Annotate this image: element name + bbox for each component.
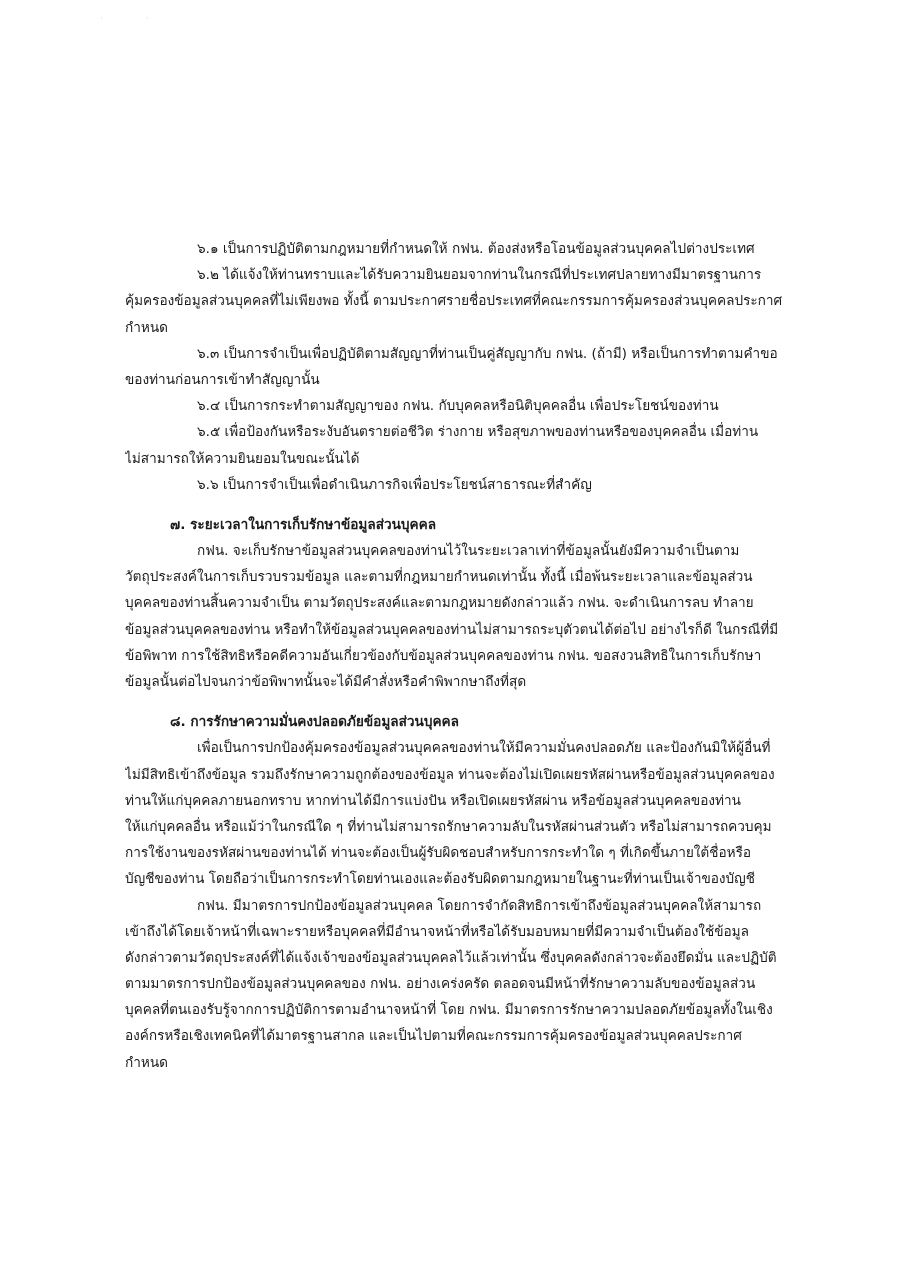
scan-artifact: · · bbox=[100, 14, 169, 24]
item-6-5-line-1: ๖.๕ เพื่อป้องกันหรือระงับอันตรายต่อชีวิต ร่างกาย หรือสุขภาพของท่านหรือของบุคคลอื่น เมื่อท่าน bbox=[197, 424, 759, 441]
item-6-4-line-1: ๖.๔ เป็นการกระทำตามสัญญาของ กฟน. กับบุคคลหรือนิติบุคคลอื่น เพื่อประโยชน์ของท่าน bbox=[197, 398, 719, 415]
item-6-1-line-1: ๖.๑ เป็นการปฏิบัติตามกฎหมายที่กำหนดให้ กฟน. ต้องส่งหรือโอนข้อมูลส่วนบุคคลไปต่างประเทศ bbox=[197, 241, 755, 257]
section-8-p1-line: เพื่อเป็นการปกป้องคุ้มครองข้อมูลส่วนบุคคลของท่านให้มีความมั่นคงปลอดภัย และป้องกันมิให้ผู้อื่นที่ bbox=[197, 740, 771, 757]
section-8-p1-line: การใช้งานของรหัสผ่านของท่านได้ ท่านจะต้องเป็นผู้รับผิดชอบสำหรับการกระทำใด ๆ ที่เกิดขึ้นภายใต้ชื่อหรือ bbox=[125, 845, 752, 862]
section-8-p2-line: เข้าถึงได้โดยเจ้าหน้าที่เฉพาะรายหรือบุคคลที่มีอำนาจหน้าที่หรือได้รับมอบหมายที่มีความจำเป็นต้องใช้ข้อมูล bbox=[125, 923, 749, 940]
item-6-5-line-2: ไม่สามารถให้ความยินยอมในขณะนั้นได้ bbox=[125, 450, 360, 467]
section-8-p2-line: ตามมาตรการปกป้องข้อมูลส่วนบุคคลของ กฟน. อย่างเคร่งครัด ตลอดจนมีหน้าที่รักษาความลับของข้อมูลส่วน bbox=[125, 976, 756, 993]
document-body bbox=[125, 236, 787, 1076]
section-8-p1-line: ให้แก่บุคคลอื่น หรือแม้ว่าในกรณีใด ๆ ที่ท่านไม่สามารถรักษาความลับในรหัสผ่านส่วนตัว หรือไม่สามารถควบคุม bbox=[125, 818, 772, 835]
section-7-line: ข้อมูลนั้นต่อไปจนกว่าข้อพิพาทนั้นจะได้มีคำสั่งหรือคำพิพากษาถึงที่สุด bbox=[125, 674, 527, 690]
section-8-p1-line: ท่านให้แก่บุคคลภายนอกทราบ หากท่านได้มีการแบ่งปัน หรือเปิดเผยรหัสผ่าน หรือข้อมูลส่วนบุคคลของท่าน bbox=[125, 792, 741, 809]
section-7-line: บุคคลของท่านสิ้นความจำเป็น ตามวัตถุประสงค์และตามกฎหมายดังกล่าวแล้ว กฟน. จะดำเนินการลบ ทำลาย bbox=[125, 595, 754, 612]
section-8-p1-line: บัญชีของท่าน โดยถือว่าเป็นการกระทำโดยท่านเองและต้องรับผิดตามกฎหมายในฐานะที่ท่านเป็นเจ้าของบัญชี bbox=[125, 871, 755, 888]
section-8-p1-line: ไม่มีสิทธิเข้าถึงข้อมูล รวมถึงรักษาความถูกต้องของข้อมูล ท่านจะต้องไม่เปิดเผยรหัสผ่านหรือข้อมูลส่วนบุคคลของ bbox=[125, 766, 775, 783]
section-8-p2-line: กฟน. มีมาตรการปกป้องข้อมูลส่วนบุคคล โดยการจำกัดสิทธิการเข้าถึงข้อมูลส่วนบุคคลให้สามารถ bbox=[197, 897, 762, 914]
section-6-items bbox=[125, 236, 787, 498]
item-6-3-line-1: ๖.๓ เป็นการจำเป็นเพื่อปฏิบัติตามสัญญาที่ท่านเป็นคู่สัญญากับ กฟน. (ถ้ามี) หรือเป็นการทำตามคำขอ bbox=[197, 345, 778, 362]
section-8-paragraph-2 bbox=[125, 893, 787, 1076]
section-8-paragraph-1 bbox=[125, 735, 787, 892]
section-8-heading: ๘. การรักษาความมั่นคงปลอดภัยข้อมูลส่วนบุคคล bbox=[170, 714, 459, 731]
section-7-line: วัตถุประสงค์ในการเก็บรวบรวมข้อมูล และตามที่กฎหมายกำหนดเท่านั้น ทั้งนี้ เมื่อพ้นระยะเวลาและข้อมูลส่วน bbox=[125, 569, 753, 586]
item-6-2-line-3: กำหนด bbox=[125, 319, 168, 336]
section-7-line: กฟน. จะเก็บรักษาข้อมูลส่วนบุคคลของท่านไว้ในระยะเวลาเท่าที่ข้อมูลนั้นยังมีความจำเป็นตาม bbox=[197, 543, 740, 560]
section-7-heading: ๗. ระยะเวลาในการเก็บรักษาข้อมูลส่วนบุคคล bbox=[170, 516, 437, 533]
section-7-line: ข้อพิพาท การใช้สิทธิหรือคดีความอันเกี่ยวข้องกับข้อมูลส่วนบุคคลของท่าน กฟน. ขอสงวนสิทธิในการเก็บรักษา bbox=[125, 647, 762, 664]
item-6-2-line-1: ๖.๒ ได้แจ้งให้ท่านทราบและได้รับความยินยอมจากท่านในกรณีที่ประเทศปลายทางมีมาตรฐานการ bbox=[197, 267, 762, 284]
section-8-p2-line: กำหนด bbox=[125, 1054, 168, 1071]
item-6-3-line-2: ของท่านก่อนการเข้าทำสัญญานั้น bbox=[125, 371, 320, 388]
section-7 bbox=[125, 512, 787, 695]
section-8-p2-line: บุคคลที่ตนเองรับรู้จากการปฏิบัติการตามอำนาจหน้าที่ โดย กฟน. มีมาตรการรักษาความปลอดภัยข้อมูลทั้งในเชิง bbox=[125, 1002, 773, 1019]
item-6-2-line-2: คุ้มครองข้อมูลส่วนบุคคลที่ไม่เพียงพอ ทั้งนี้ ตามประกาศรายชื่อประเทศที่คณะกรรมการคุ้มครองส่วนบุคคลประกาศ bbox=[125, 293, 783, 310]
section-7-line: ข้อมูลส่วนบุคคลของท่าน หรือทำให้ข้อมูลส่วนบุคคลของท่านไม่สามารถระบุตัวตนได้ต่อไป อย่างไรก็ดี ในกรณีที่มี bbox=[125, 621, 779, 638]
item-6-6-line-1: ๖.๖ เป็นการจำเป็นเพื่อดำเนินภารกิจเพื่อประโยชน์สาธารณะที่สำคัญ bbox=[197, 476, 592, 493]
section-8-p2-line: ดังกล่าวตามวัตถุประสงค์ที่ได้แจ้งเจ้าของข้อมูลส่วนบุคคลไว้แล้วเท่านั้น ซึ่งบุคคลดังกล่าวจะต้องยึดมั่น และปฏิบัติ bbox=[125, 949, 777, 966]
section-8 bbox=[125, 709, 787, 1076]
section-8-p2-line: องค์กรหรือเชิงเทคนิคที่ได้มาตรฐานสากล และเป็นไปตามที่คณะกรรมการคุ้มครองข้อมูลส่วนบุคคลประกาศ bbox=[125, 1028, 742, 1045]
